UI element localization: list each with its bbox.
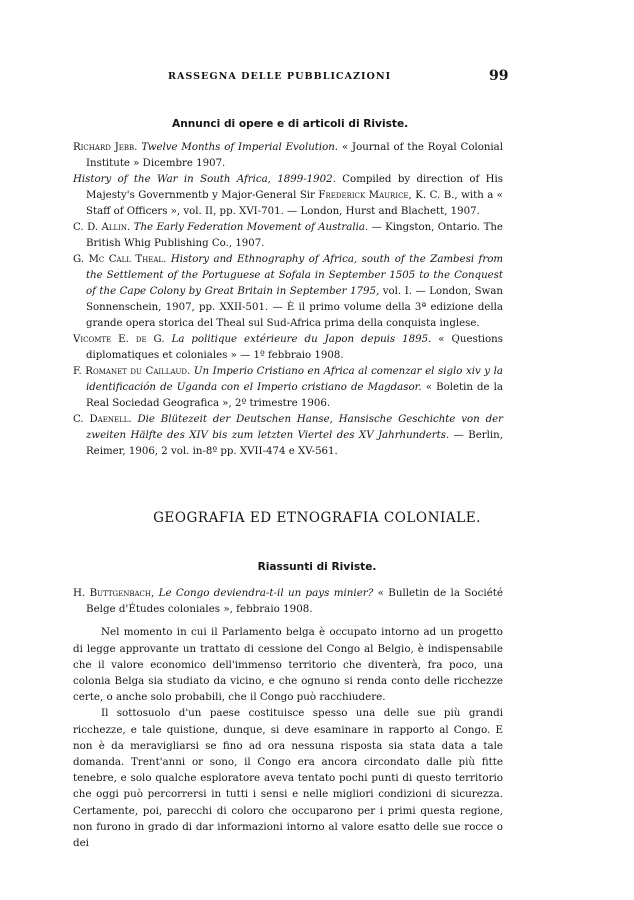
abstract-reference: H. Buttgenbach, Le Congo deviendra-t-il un pays minier? « Bulletin de la Société Belge d'Études coloniales », febbraio 1908.: [73, 587, 503, 616]
section-title: GEOGRAFIA ED ETNOGRAFIA COLONIALE.: [153, 510, 481, 526]
bibliography-entry: C. D. Allin. The Early Federation Movement of Australia. — Kingston, Ontario. The British Whig Publishing Co., 1907.: [73, 222, 503, 249]
bibliography-entry: G. Mc Call Theal. History and Ethnography of Africa, south of the Zambesi from the Settlement of the Portuguese at Sofala in September 1505 to the Conquest of the Cape Colony by Great Britain in September 1795, vol. I. — London, Swan Sonnenschein, 1907, pp. XXII-501. — È il primo volume della 3ª edizione della grande opera storica del Theal sul Sud-Africa prima della conquista inglese.: [73, 254, 503, 329]
bibliography-entry: F. Romanet du Caillaud. Un Imperio Cristiano en Africa al comenzar el siglo xiv y la identificación de Uganda con el Imperio cristiano de Magdasor. « Boletin de la Real Sociedad Geografica », 2º trimestre 1906.: [73, 366, 503, 409]
abstract-paragraph: Nel momento in cui il Parlamento belga è occupato intorno ad un progetto di legge approvante un trattato di cessione del Congo al Belgio, è indispensabile che il valore economico dell'immenso territorio che diventerà, fra poco, una colonia Belga sia studiato da vicino, e che ognuno si renda conto delle ricchezze certe, o anche solo probabili, che il Congo può racchiudere.: [73, 626, 503, 704]
bibliography-entry: Richard Jebb. Twelve Months of Imperial Evolution. « Journal of the Royal Colonial Institute » Dicembre 1907.: [73, 142, 504, 169]
bibliography-entry: C. Daenell. Die Blütezeit der Deutschen Hanse, Hansische Geschichte von der zweiten Hälfte des XIV bis zum letzten Viertel des XV Jahrhunderts. — Berlin, Reimer, 1906, 2 vol. in-8º pp. XVII-474 e XV-561.: [73, 414, 503, 457]
abstract-paragraph: Il sottosuolo d'un paese costituisce spesso una delle sue più grandi ricchezze, e tale quistione, dunque, si deve esaminare in rapporto al Congo. E non è da meravigliarsi se fino ad ora nessuna risposta sia stata data a tale domanda. Trent'anni or sono, il Congo era ancora circondato dalle più fitte tenebre, e solo qualche esploratore aveva tentato pochi punti di questo territorio che oggi può percorrersi in tutti i sensi e nelle migliori condizioni di sicurezza. Certamente, poi, parecchi di coloro che occuparono per i primi questa regione, non furono in grado di dar informazioni intorno al valore esatto delle sue rocce o dei: [73, 707, 503, 850]
running-header: [0, 68, 634, 88]
abstract-block: [73, 585, 503, 851]
announcements-heading: Annunci di opere e di articoli di Riviste.: [172, 118, 409, 130]
page-number: 99: [489, 68, 509, 84]
bibliography-list: [73, 140, 503, 460]
running-title: RASSEGNA DELLE PUBBLICAZIONI: [168, 71, 392, 82]
bibliography-entry: History of the War in South Africa, 1899-1902. Compiled by direction of His Majesty's Governmentb y Major-General Sir Frederick Maurice, K. C. B., with a « Staff of Officers », vol. II, pp. XVI-701. — London, Hurst and Blachett, 1907.: [73, 174, 503, 217]
abstracts-heading: Riassunti di Riviste.: [257, 561, 377, 573]
bibliography-entry: Vicomte E. de G. La politique extérieure du Japon depuis 1895. « Questions diplomatiques et coloniales » — 1º febbraio 1908.: [73, 334, 503, 361]
